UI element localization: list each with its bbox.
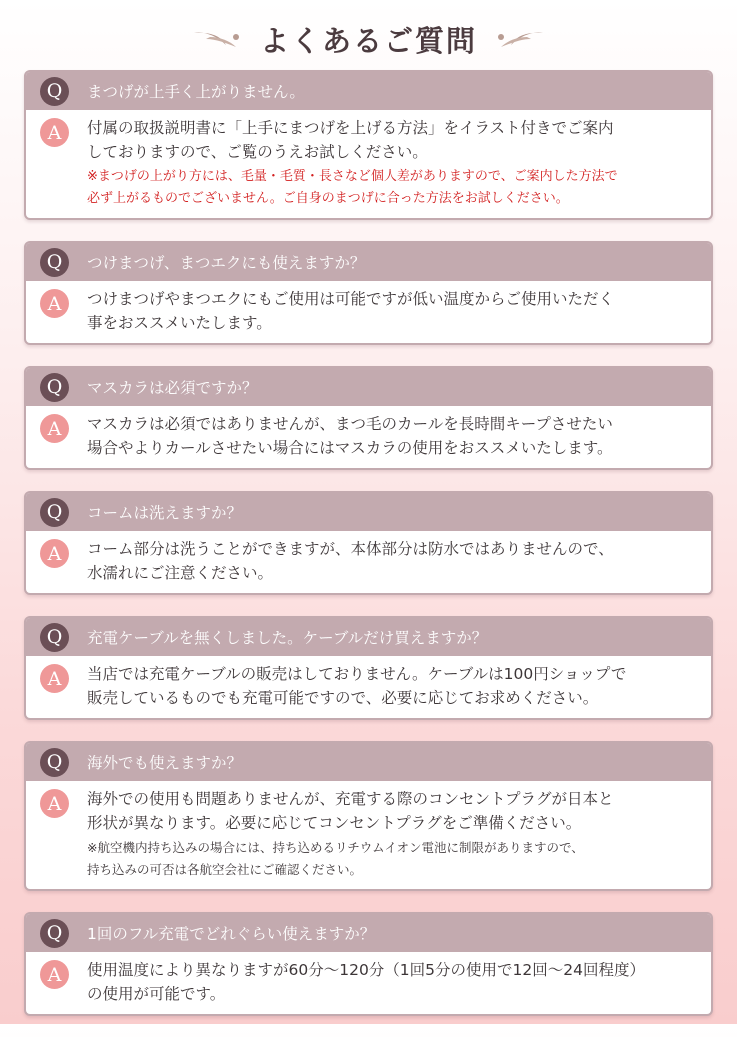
faq-card	[24, 912, 713, 1016]
answer-warning-note: ※まつげの上がり方には、毛量・毛質・長さなど個人差がありますので、ご案内した方法で 必ず上がるものでございません。ご自身のまつげに合った方法をお試しください。	[87, 169, 618, 206]
question-row	[26, 914, 711, 952]
answer-note: ※航空機内持ち込みの場合には、持ち込めるリチウムイオン電池に制限がありますので、 持ち込みの可否は各航空会社にご確認ください。	[87, 840, 584, 877]
answer-row	[26, 781, 711, 889]
answer-marker-icon: A	[40, 539, 69, 568]
faq-list	[24, 70, 713, 1037]
answer-marker-icon: A	[40, 118, 69, 147]
question-text: マスカラは必須ですか？	[87, 379, 258, 397]
answer-body	[87, 958, 701, 1006]
answer-body	[87, 287, 701, 335]
question-text: コームは洗えますか？	[87, 504, 243, 522]
question-text: つけまつげ、まつエクにも使えますか？	[87, 254, 366, 272]
faq-card	[24, 241, 713, 345]
answer-row	[26, 656, 711, 718]
answer-text: コーム部分は洗うことができますが、本体部分は防水ではありませんので、 水濡れにご注意ください。	[87, 540, 614, 582]
answer-text: マスカラは必須ではありませんが、まつ毛のカールを長時間キープさせたい 場合やよりカールさせたい場合にはマスカラの使用をおススメいたします。	[87, 415, 613, 457]
faq-card	[24, 70, 713, 220]
question-text: 海外でも使えますか？	[87, 754, 243, 772]
answer-marker-icon: A	[40, 664, 69, 693]
question-marker-icon: Q	[40, 248, 69, 277]
answer-text: つけまつげやまつエクにもご使用は可能ですが低い温度からご使用いただく 事をおススメいたします。	[87, 290, 615, 332]
answer-text: 付属の取扱説明書に「上手にまつげを上げる方法」をイラスト付きでご案内 しておりますので、ご覧のうえお試しください。	[87, 119, 614, 161]
question-marker-icon: Q	[40, 919, 69, 948]
answer-marker-icon: A	[40, 960, 69, 989]
faq-card	[24, 616, 713, 720]
answer-text: 当店では充電ケーブルの販売はしておりません。ケーブルは100円ショップで 販売しているものでも充電可能ですので、必要に応じてお求めください。	[87, 665, 627, 707]
question-row	[26, 72, 711, 110]
page-header	[0, 14, 737, 64]
question-marker-icon: Q	[40, 77, 69, 106]
page-title: よくあるご質問	[259, 23, 477, 58]
question-text: 充電ケーブルを無くしました。ケーブルだけ買えますか？	[87, 629, 488, 647]
answer-row	[26, 531, 711, 593]
question-row	[26, 243, 711, 281]
answer-row	[26, 952, 711, 1014]
faq-card	[24, 741, 713, 891]
answer-marker-icon: A	[40, 289, 69, 318]
faq-card	[24, 366, 713, 470]
question-marker-icon: Q	[40, 623, 69, 652]
question-marker-icon: Q	[40, 498, 69, 527]
question-row	[26, 618, 711, 656]
answer-body	[87, 662, 701, 710]
answer-marker-icon: A	[40, 789, 69, 818]
faq-card	[24, 491, 713, 595]
answer-body	[87, 116, 701, 210]
answer-row	[26, 110, 711, 218]
question-text: 1回のフル充電でどれぐらい使えますか？	[87, 925, 376, 943]
answer-text: 使用温度により異なりますが60分〜120分（1回5分の使用で12回〜24回程度） の使用が可能です。	[87, 961, 645, 1003]
question-row	[26, 493, 711, 531]
left-flourish-icon	[192, 27, 242, 51]
question-text: まつげが上手く上がりません。	[87, 83, 305, 101]
question-row	[26, 743, 711, 781]
answer-row	[26, 281, 711, 343]
answer-marker-icon: A	[40, 414, 69, 443]
question-marker-icon: Q	[40, 373, 69, 402]
question-row	[26, 368, 711, 406]
answer-body	[87, 412, 701, 460]
answer-body	[87, 537, 701, 585]
answer-row	[26, 406, 711, 468]
answer-body	[87, 787, 701, 881]
right-flourish-icon	[495, 27, 545, 51]
answer-text: 海外での使用も問題ありませんが、充電する際のコンセントプラグが日本と 形状が異なります。必要に応じてコンセントプラグをご準備ください。	[87, 790, 614, 832]
question-marker-icon: Q	[40, 748, 69, 777]
